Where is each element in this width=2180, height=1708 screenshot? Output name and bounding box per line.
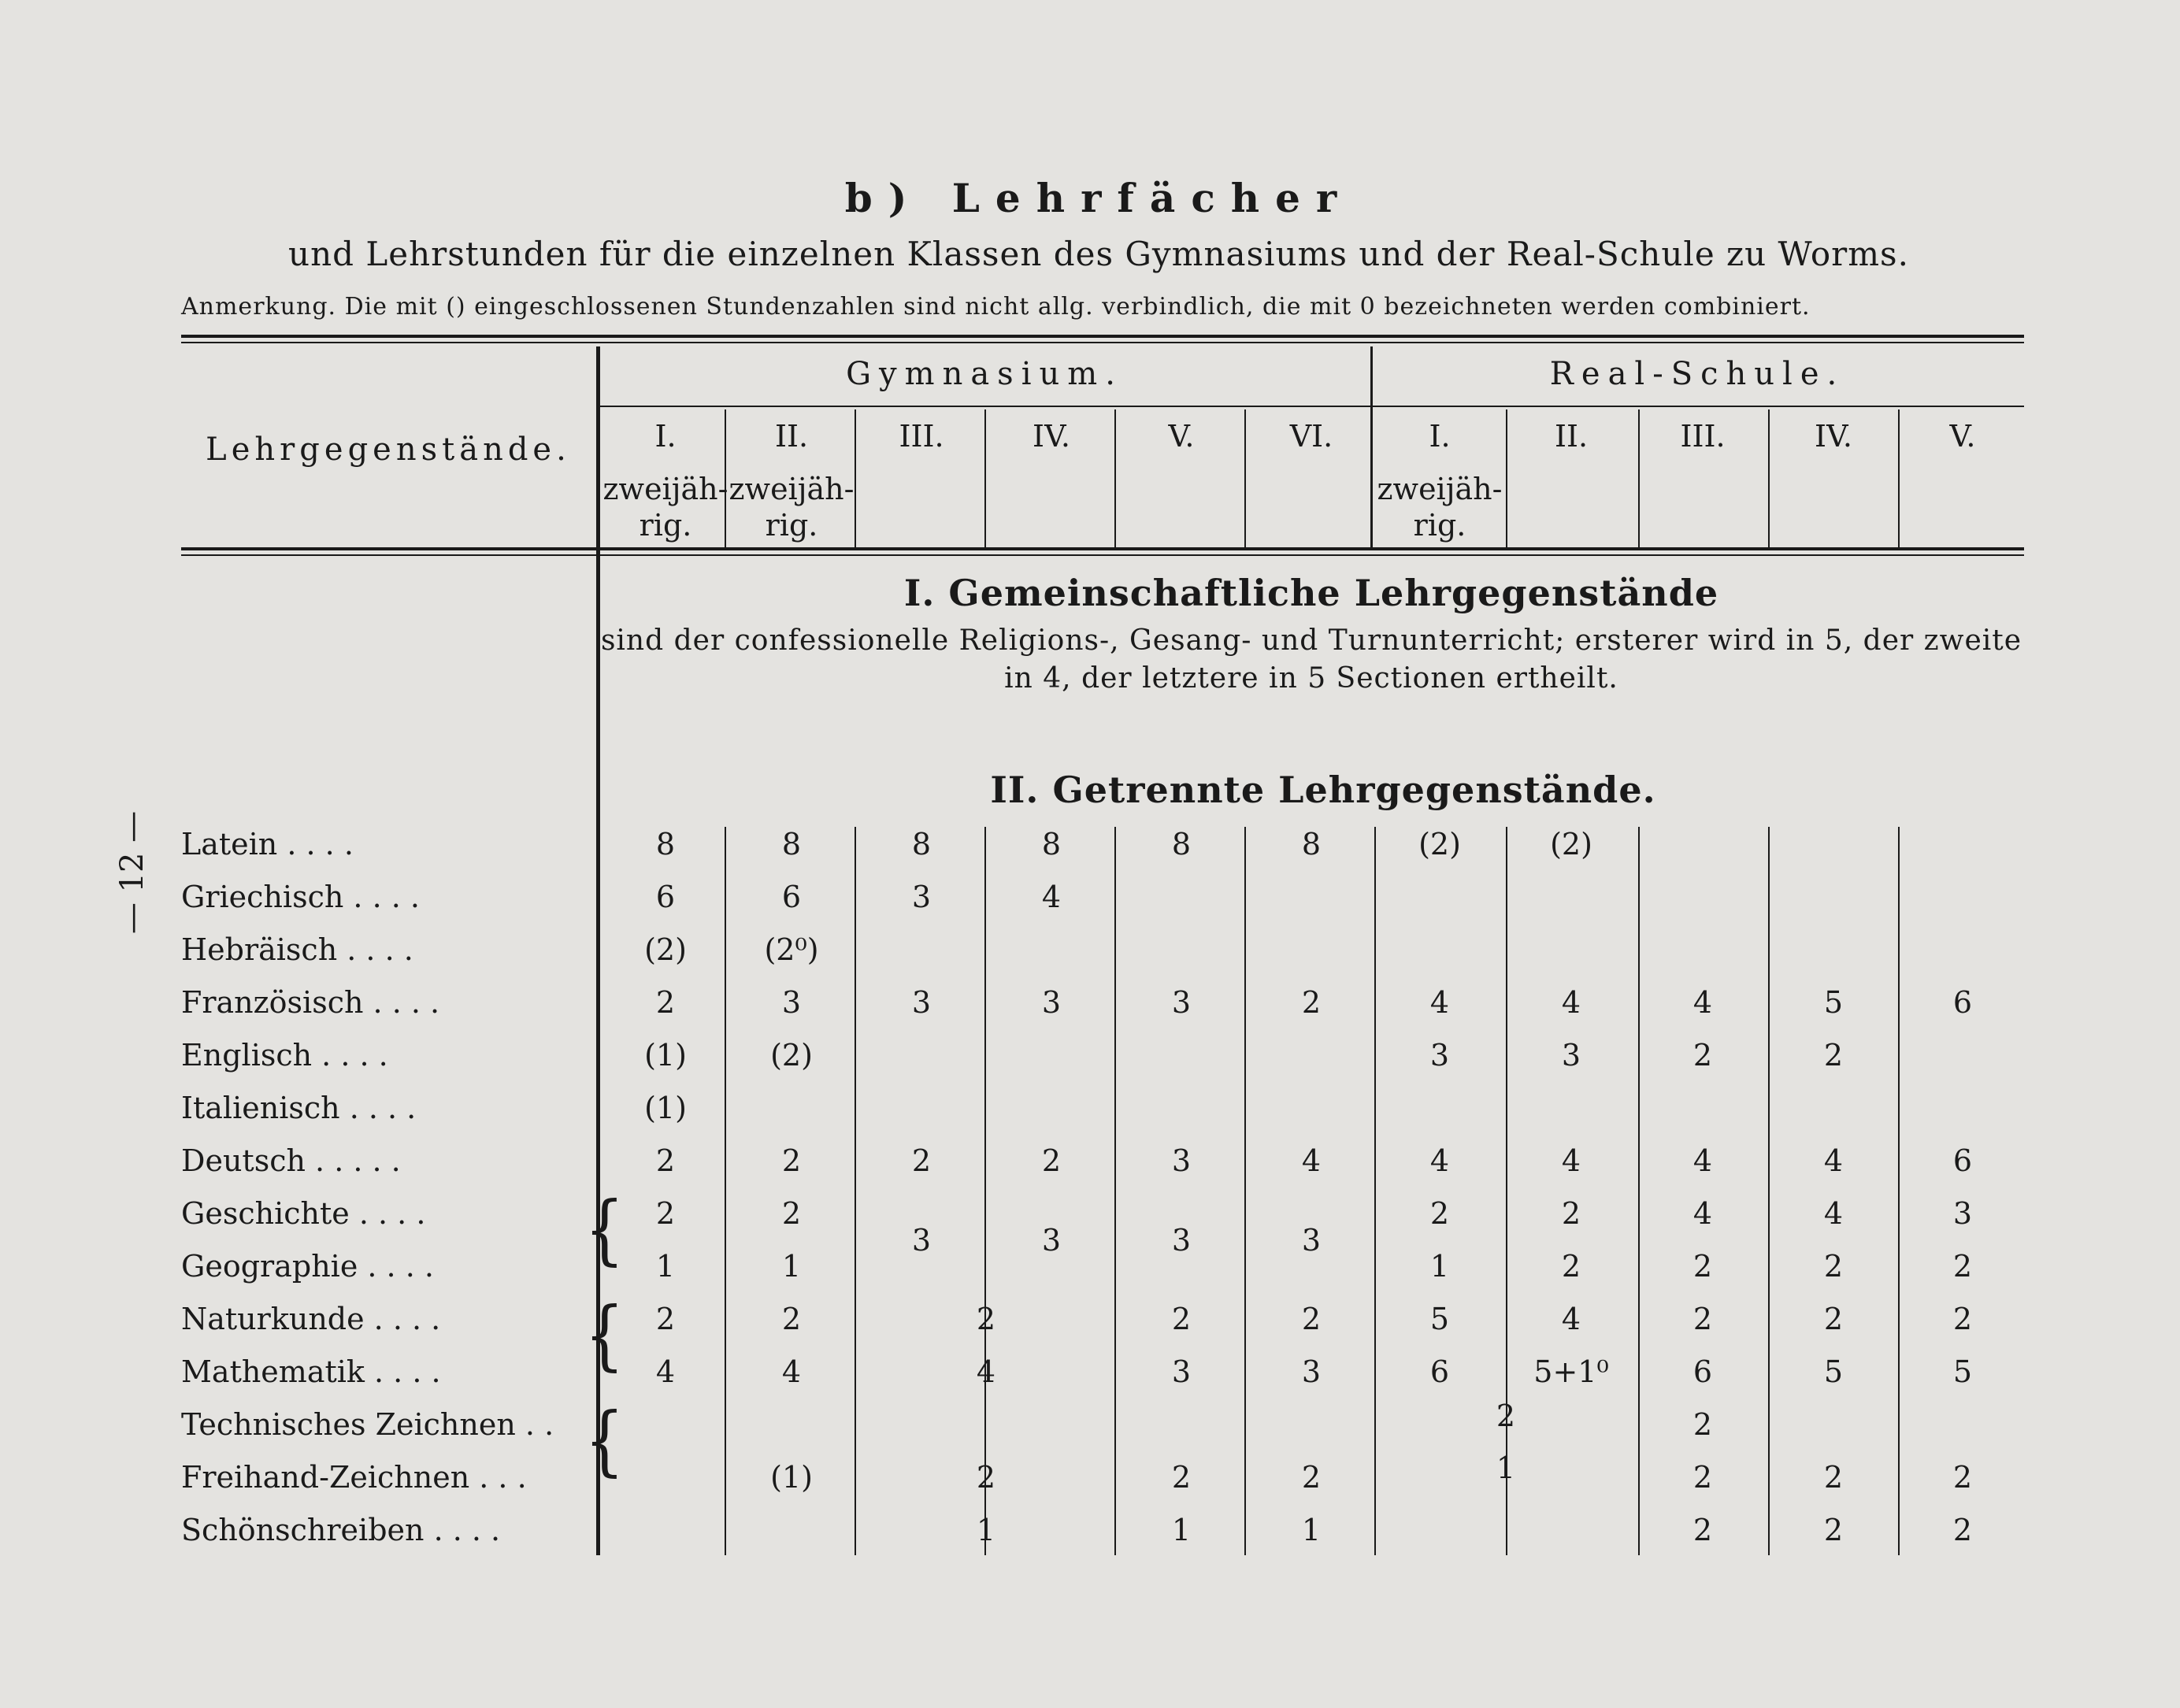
table-cell: 6 <box>1952 985 1973 1020</box>
subject-label: Naturkunde . . . . <box>181 1302 441 1336</box>
col-divider <box>1638 409 1640 547</box>
table-cell: 2 <box>1692 1249 1713 1284</box>
subject-label: Italienisch . . . . <box>181 1091 417 1125</box>
table-cell: 5 <box>1823 1354 1844 1389</box>
table-cell: 3 <box>1041 985 1062 1020</box>
table-cell: 2 <box>655 1143 676 1178</box>
brace-zeichnen: { <box>584 1396 625 1485</box>
table-cell: 8 <box>781 827 802 861</box>
merged-cell: 2 <box>976 1460 996 1495</box>
table-cell: 8 <box>1041 827 1062 861</box>
table-cell: 3 <box>911 880 932 914</box>
column-header: II. <box>1554 419 1589 454</box>
table-cell: 5+1⁰ <box>1533 1354 1609 1389</box>
col-divider <box>1898 827 1900 1555</box>
table-cell: (1) <box>770 1460 813 1495</box>
table-cell: 2 <box>655 1302 676 1336</box>
table-cell: 1 <box>1171 1513 1192 1547</box>
col-divider <box>1768 409 1770 547</box>
table-cell: 2 <box>1692 1513 1713 1547</box>
section-heading: I. Gemeinschaftliche Lehrgegenstände <box>903 572 1719 614</box>
merged-cell: 3 <box>1171 1223 1192 1258</box>
table-cell: 4 <box>1692 1143 1713 1178</box>
table-cell: 2 <box>911 1143 932 1178</box>
table-cell: (2) <box>1550 827 1592 861</box>
table-cell: 2 <box>1301 1460 1322 1495</box>
col-divider <box>1374 827 1376 1555</box>
group-divider <box>1370 346 1373 547</box>
table-cell: 4 <box>781 1354 802 1389</box>
subject-label: Mathematik . . . . <box>181 1354 441 1389</box>
page-title: b) Lehrfächer <box>844 175 1353 221</box>
table-cell: 3 <box>1171 985 1192 1020</box>
subject-label: Französisch . . . . <box>181 985 440 1020</box>
table-cell: 2 <box>1823 1038 1844 1073</box>
table-cell: 4 <box>1692 985 1713 1020</box>
table-cell: 4 <box>1429 1143 1450 1178</box>
page-subtitle: und Lehrstunden für die einzelnen Klassen des Gymnasiums und der Real-Schule zu Worms. <box>288 235 1909 273</box>
table-cell: 8 <box>655 827 676 861</box>
column-header: III. <box>899 419 944 454</box>
page-number: — 12 — <box>114 810 151 935</box>
table-cell: 8 <box>911 827 932 861</box>
table-cell: 2 <box>781 1143 802 1178</box>
column-subheader: zweijäh- rig. <box>602 472 729 543</box>
col-divider <box>1768 827 1770 1555</box>
brace-naturkunde-mathematik: { <box>584 1291 625 1380</box>
table-cell: 4 <box>1301 1143 1322 1178</box>
table-cell: 2 <box>1301 1302 1322 1336</box>
table-cell: 3 <box>911 985 932 1020</box>
merged-cell: 2 <box>976 1302 996 1336</box>
col-divider <box>1114 409 1116 547</box>
table-cell: 2 <box>1952 1460 1973 1495</box>
table-cell: (2) <box>644 932 687 967</box>
table-cell: 2 <box>1823 1513 1844 1547</box>
column-header: I. <box>654 419 677 454</box>
column-header: IV. <box>1033 419 1070 454</box>
table-cell: 2 <box>1041 1143 1062 1178</box>
column-header: V. <box>1949 419 1976 454</box>
col-divider <box>1244 827 1246 1555</box>
top-double-rule <box>181 335 2024 338</box>
table-cell: 5 <box>1429 1302 1450 1336</box>
col-divider <box>725 827 726 1555</box>
table-cell: 3 <box>1171 1143 1192 1178</box>
table-cell: 2 <box>1823 1249 1844 1284</box>
gymnasium-header: Gymnasium. <box>846 356 1123 392</box>
table-cell: 2 <box>1692 1302 1713 1336</box>
table-cell: (2⁰) <box>764 932 819 967</box>
table-cell: 2 <box>1692 1038 1713 1073</box>
merged-cell: 3 <box>1041 1223 1062 1258</box>
merged-cell: 2 <box>1496 1399 1516 1433</box>
table-cell: 3 <box>1952 1196 1973 1231</box>
realschule-header: Real-Schule. <box>1549 356 1845 392</box>
group-rule <box>599 406 2024 407</box>
table-cell: 4 <box>1823 1196 1844 1231</box>
table-cell: 3 <box>1171 1354 1192 1389</box>
merged-cell: 1 <box>1496 1451 1516 1485</box>
col-divider <box>1244 409 1246 547</box>
table-cell: 2 <box>1823 1302 1844 1336</box>
table-cell: 2 <box>1952 1513 1973 1547</box>
col-divider <box>1506 827 1507 1555</box>
table-cell: 1 <box>781 1249 802 1284</box>
table-cell: 2 <box>1171 1460 1192 1495</box>
table-cell: 1 <box>1301 1513 1322 1547</box>
table-cell: 2 <box>1692 1460 1713 1495</box>
table-cell: 2 <box>781 1302 802 1336</box>
table-cell: 6 <box>781 880 802 914</box>
table-cell: 3 <box>1561 1038 1581 1073</box>
col-divider <box>855 827 856 1555</box>
table-cell: 1 <box>655 1249 676 1284</box>
header-bottom-rule <box>181 547 2024 550</box>
top-double-rule-2 <box>181 342 2024 343</box>
merged-cell: 4 <box>976 1354 996 1389</box>
table-cell: 4 <box>1692 1196 1713 1231</box>
table-cell: (2) <box>1418 827 1461 861</box>
subject-label: Schönschreiben . . . . <box>181 1513 501 1547</box>
table-cell: 8 <box>1301 827 1322 861</box>
section-text: sind der confessionelle Religions-, Gesang- und Turnunterricht; ersterer wird in 5, der zweite in 4, der letztere in 5 Sectionen ertheilt. <box>600 624 2022 695</box>
table-cell: 2 <box>1952 1302 1973 1336</box>
table-cell: 6 <box>1692 1354 1713 1389</box>
table-cell: 2 <box>1301 985 1322 1020</box>
subject-column-header: Lehrgegenstände. <box>206 432 571 468</box>
brace-geschichte-geographie: { <box>584 1185 625 1274</box>
table-cell: 2 <box>1171 1302 1192 1336</box>
table-cell: 3 <box>1429 1038 1450 1073</box>
col-divider <box>855 409 856 547</box>
subject-label: Deutsch . . . . . <box>181 1143 401 1178</box>
table-cell: 2 <box>781 1196 802 1231</box>
table-cell: 4 <box>1041 880 1062 914</box>
col-divider <box>984 409 986 547</box>
table-cell: 6 <box>655 880 676 914</box>
table-cell: 2 <box>1429 1196 1450 1231</box>
table-cell: 4 <box>1561 1143 1581 1178</box>
table-cell: (1) <box>644 1038 687 1073</box>
header-bottom-rule-2 <box>181 554 2024 556</box>
table-cell: 6 <box>1429 1354 1450 1389</box>
table-cell: 2 <box>1823 1460 1844 1495</box>
col-divider <box>1898 409 1900 547</box>
table-cell: 1 <box>1429 1249 1450 1284</box>
subject-label: Englisch . . . . <box>181 1038 388 1073</box>
table-cell: 2 <box>1561 1249 1581 1284</box>
column-header: II. <box>774 419 809 454</box>
merged-cell: 1 <box>976 1513 996 1547</box>
table-cell: 3 <box>781 985 802 1020</box>
col-divider <box>1114 827 1116 1555</box>
table-cell: 4 <box>1561 985 1581 1020</box>
table-cell: 8 <box>1171 827 1192 861</box>
table-cell: 6 <box>1952 1143 1973 1178</box>
table-cell: 2 <box>655 985 676 1020</box>
col-divider <box>1638 827 1640 1555</box>
table-cell: 4 <box>1823 1143 1844 1178</box>
table-cell: 3 <box>1301 1354 1322 1389</box>
table-cell: 2 <box>1692 1407 1713 1442</box>
column-subheader: zweijäh- rig. <box>729 472 855 543</box>
subject-label: Geschichte . . . . <box>181 1196 426 1231</box>
table-cell: (2) <box>770 1038 813 1073</box>
table-cell: 4 <box>1429 985 1450 1020</box>
table-cell: 2 <box>1952 1249 1973 1284</box>
table-cell: (1) <box>644 1091 687 1125</box>
column-header: V. <box>1168 419 1195 454</box>
table-cell: 5 <box>1823 985 1844 1020</box>
table-cell: 4 <box>655 1354 676 1389</box>
section-heading: II. Getrennte Lehrgegenstände. <box>990 769 1656 811</box>
column-subheader: zweijäh- rig. <box>1377 472 1503 543</box>
col-divider <box>1506 409 1507 547</box>
subject-label: Hebräisch . . . . <box>181 932 413 967</box>
col-divider <box>984 827 986 1555</box>
column-header: IV. <box>1815 419 1852 454</box>
merged-cell: 3 <box>911 1223 932 1258</box>
subject-label: Geographie . . . . <box>181 1249 434 1284</box>
annotation-note: Anmerkung. Die mit () eingeschlossenen Stundenzahlen sind nicht allg. verbindlich, die mit 0 bezeichneten werden combiniert. <box>181 293 1811 320</box>
table-cell: 4 <box>1561 1302 1581 1336</box>
merged-cell: 3 <box>1301 1223 1322 1258</box>
column-header: III. <box>1680 419 1726 454</box>
column-header: I. <box>1429 419 1451 454</box>
table-cell: 5 <box>1952 1354 1973 1389</box>
table-cell: 2 <box>655 1196 676 1231</box>
table-cell: 2 <box>1561 1196 1581 1231</box>
subject-label: Technisches Zeichnen . . <box>181 1407 554 1442</box>
subject-label: Freihand-Zeichnen . . . <box>181 1460 527 1495</box>
subject-label: Latein . . . . <box>181 827 354 861</box>
subject-label: Griechisch . . . . <box>181 880 420 914</box>
column-header: VI. <box>1289 419 1333 454</box>
